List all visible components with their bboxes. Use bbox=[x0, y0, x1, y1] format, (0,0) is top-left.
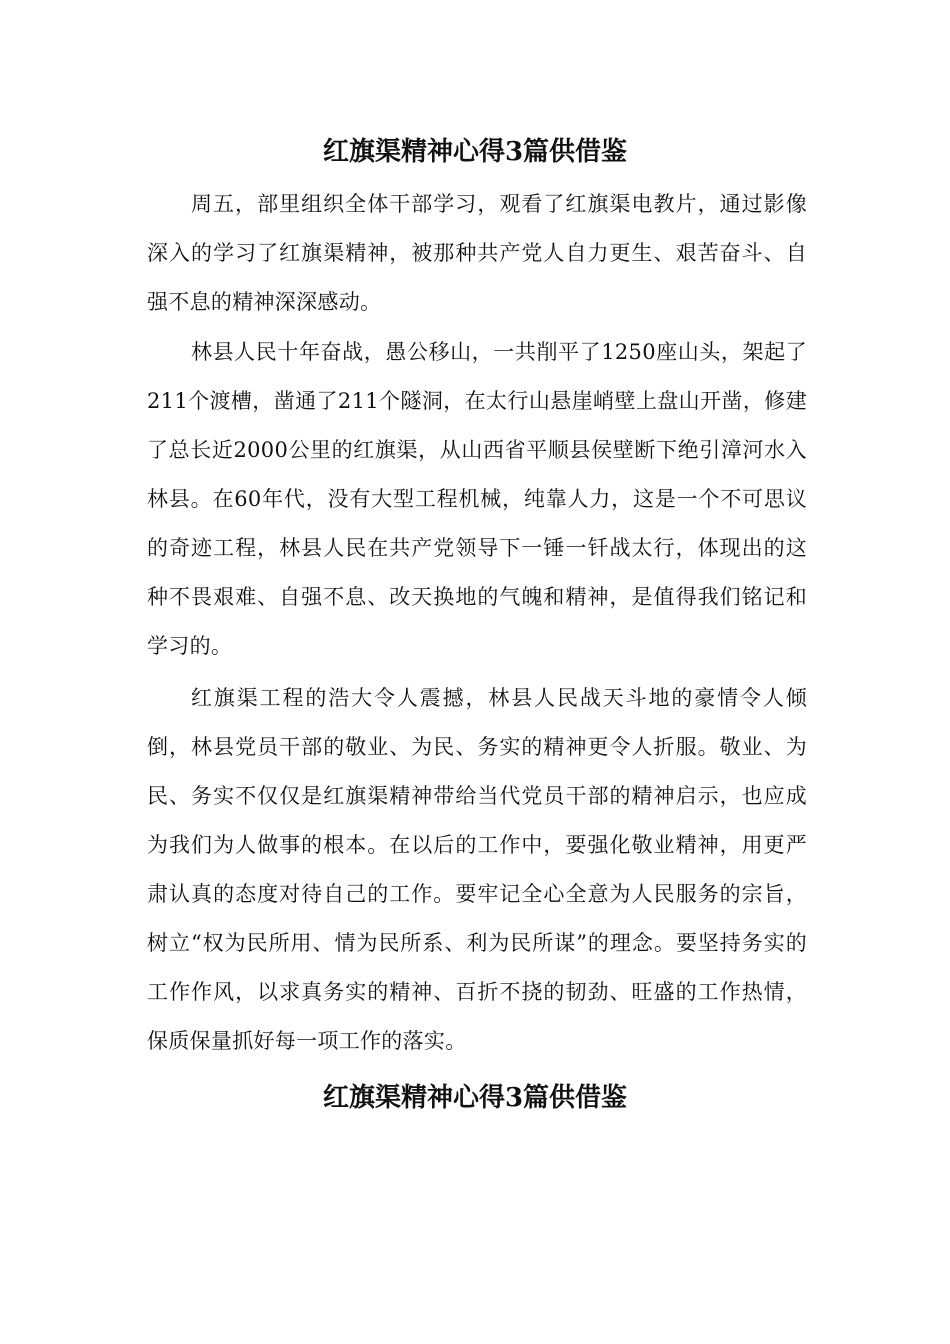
paragraph-1: 周五，部里组织全体干部学习，观看了红旗渠电教片，通过影像深入的学习了红旗渠精神，被那种共产党人自力更生、艰苦奋斗、自强不息的精神深深感动。 bbox=[147, 192, 807, 314]
paragraph-2: 林县人民十年奋战，愚公移山，一共削平了1250座山头，架起了211个渡槽，凿通了211个隧洞，在太行山悬崖峭壁上盘山开凿，修建了总长近2000公里的红旗渠，从山西省平顺县侯壁断下绝引漳河水入林县。在60年代，没有大型工程机械，纯靠人力，这是一个不可思议的奇迹工程，林县人民在共产党领导下一锤一钎战太行，体现出的这种不畏艰难、自强不息、改天换地的气魄和精神，是值得我们铭记和学习的。 bbox=[147, 340, 807, 658]
document-title: 红旗渠精神心得3篇供借鉴 bbox=[322, 137, 628, 167]
paragraph-3: 红旗渠工程的浩大令人震撼，林县人民战天斗地的豪情令人倾倒，林县党员干部的敬业、为民、务实的精神更令人折服。敬业、为民、务实不仅仅是红旗渠精神带给当代党员干部的精神启示，也应成为我们为人做事的根本。在以后的工作中，要强化敬业精神，用更严肃认真的态度对待自己的工作。要牢记全心全意为人民服务的宗旨，树立“权为民所用、情为民所系、利为民所谋”的理念。要坚持务实的工作作风，以求真务实的精神、百折不挠的韧劲、旺盛的工作热情，保质保量抓好每一项工作的落实。 bbox=[147, 686, 807, 1053]
document-title-repeat: 红旗渠精神心得3篇供借鉴 bbox=[322, 1083, 628, 1113]
